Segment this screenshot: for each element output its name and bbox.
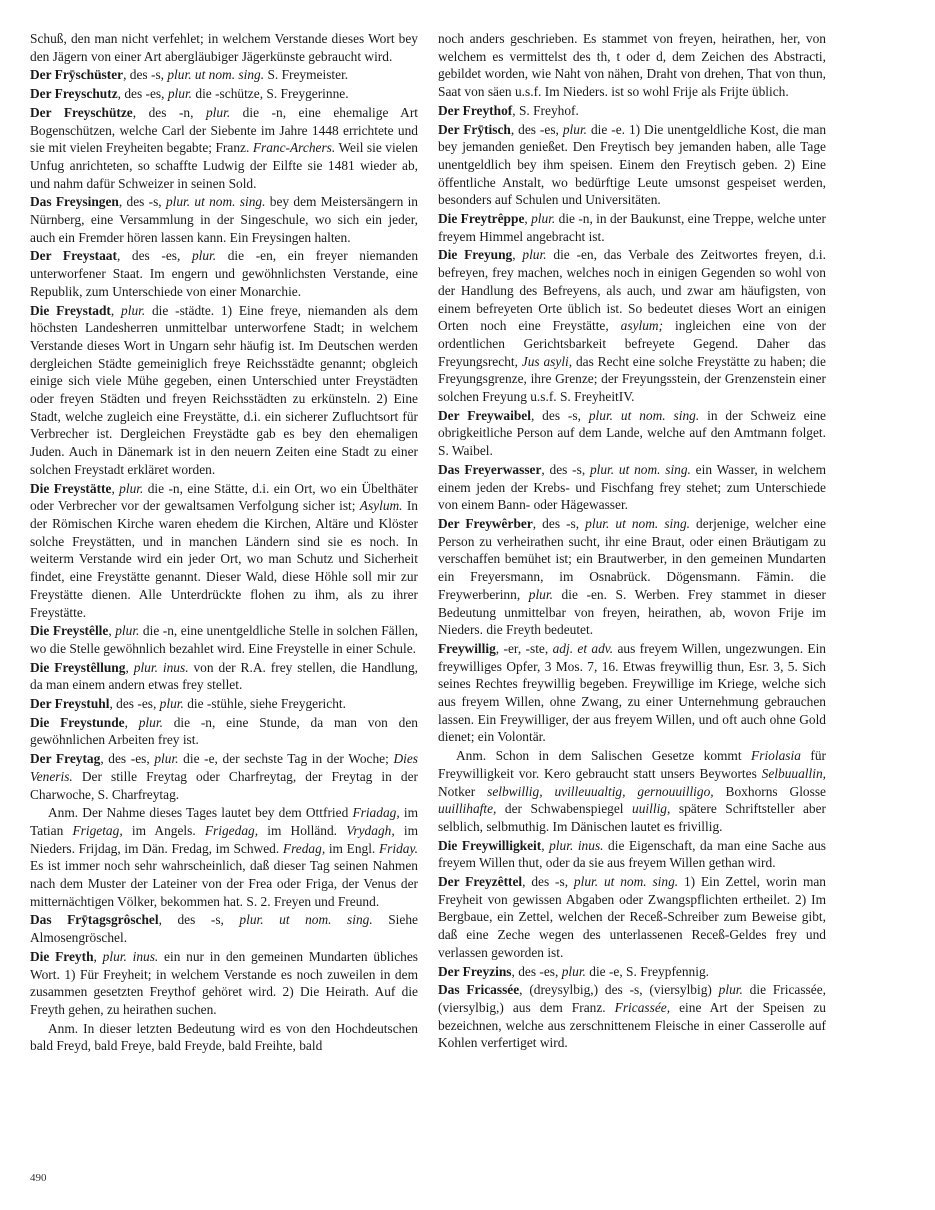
dictionary-entry <box>438 210 826 245</box>
dictionary-entry <box>30 104 418 193</box>
dictionary-entry <box>438 461 826 514</box>
entry-text: die -n, eine Stunde, da man von den gewöhnlichen Arbeiten frey ist. <box>30 714 418 748</box>
headword: Der Frȳtisch <box>438 121 511 137</box>
entry-text: im Engl. <box>325 840 379 856</box>
entry-text: , des -s, <box>123 67 168 83</box>
dictionary-entry <box>438 246 826 405</box>
italic-term: plur. ut nom. sing. <box>167 67 265 83</box>
entry-text: im Tatian <box>30 805 418 838</box>
headword: Der Freywêrber <box>438 515 533 531</box>
headword: Der Freythof <box>438 102 513 118</box>
dictionary-entry <box>30 911 418 946</box>
italic-term: plur. ut nom. sing. <box>589 461 691 477</box>
headword: Der Frȳschüster <box>30 67 124 83</box>
entry-text: ein Wasser, in welchem einem jeden der Krebs- und Fischfang frey stehet; zum Unterschiede von einem Bann- oder Hägewasser. <box>438 461 826 513</box>
italic-term: plur. <box>528 586 553 602</box>
entry-text: Boxhorns Glosse <box>713 783 826 799</box>
entry-text: Schuß, den man nicht verfehlet; in welchem Verstande dieses Wort bey den Jägern von einer Art abergläubiger Jägerkünste gebraucht wird. <box>30 31 418 64</box>
entry-text: im Holländ. <box>258 822 347 838</box>
entry-text: , des -s, <box>541 461 590 477</box>
entry-text: spätere Schriftsteller aber selblich, selbmuthig. Im Dänischen lautet es frivillig. <box>438 801 826 834</box>
italic-term: plur. <box>205 104 231 120</box>
dictionary-entry <box>438 837 826 872</box>
entry-text: , <box>512 247 523 263</box>
italic-term: Fricassée, <box>614 999 671 1015</box>
headword: Die Freyung <box>438 247 513 263</box>
headword: Der Freyschutz <box>30 86 118 102</box>
dictionary-note <box>30 1020 418 1055</box>
entry-text: Siehe Almosengröschel. <box>30 912 418 946</box>
entry-text: aus freyem Willen, ungezwungen. Ein freywilliges Opfer, 3 Mos. 7, 16. Etwas freywillig thun, Esr. 3, 5. Sich seines Rechtes freywillig begeben. Freywillige im Kriege, welche sich aus freyem Willen, ohne Zwang, zu einer Unternehmung gebrauchen lassen. Ein Freywilliger, der aus freyem Willen, und oft auch ohne Gold dienet; ein Volontär. <box>438 640 826 745</box>
dictionary-entry <box>438 981 826 1052</box>
dictionary-entry <box>30 622 418 657</box>
dictionary-entry <box>30 659 418 694</box>
entry-text: die -e. 1) Die unentgeldliche Kost, die man bey jemanden genießet. Den Freytisch bey jemanden haben, alle Tage unentgeldlich bey ihm speisen. Einem den Freytisch geben. 2) Eine öffentliche Anstalt, wo bedürftige Leute umsonst gespeiset werden, besonders auf Schulen und Universitäten. <box>438 121 827 208</box>
italic-term: plur. <box>159 696 184 712</box>
entry-text: die -e, der sechste Tag in der Woche; <box>178 751 394 767</box>
dictionary-entry <box>438 640 826 746</box>
dictionary-entry <box>30 66 418 84</box>
italic-term: plur. <box>121 302 146 318</box>
headword: Die Freytrêppe <box>438 211 525 227</box>
italic-term: Asylum. <box>359 498 403 514</box>
dictionary-entry <box>30 948 418 1019</box>
italic-term: plur. ut nom. sing. <box>588 407 700 423</box>
italic-term: asylum; <box>620 318 664 334</box>
headword: Die Freyth <box>30 948 94 964</box>
entry-text: , des -es, <box>511 963 562 979</box>
dictionary-entry <box>30 750 418 803</box>
entry-text: , <box>541 837 550 853</box>
entry-text: Weil sie vielen Unfug anrichteten, so schaffte Ludwig der Eilfte sie 1481 wieder ab, und nahm dafür Schweizer in seinen Sold. <box>30 140 418 191</box>
headword: Der Freytag <box>30 751 101 767</box>
italic-term: plur. <box>138 714 163 730</box>
headword: Der Freyzins <box>438 963 512 979</box>
entry-text: , des -s, <box>158 912 240 928</box>
headword: Die Freywilligkeit <box>438 837 542 853</box>
dictionary-entry <box>438 515 826 639</box>
entry-text: , <box>110 302 122 318</box>
entry-text: , -er, -ste, <box>495 640 553 656</box>
italic-term: plur. <box>115 623 140 639</box>
entry-text: , des -es, <box>100 751 155 767</box>
entry-text: die -en, das Verbale des Zeitwortes freyen, d.i. befreyen, frey machen, welches noch in einigen Gegenden so wohl von der Handlung des Befreyens, als auch, und zwar am häufigsten, von einem befreyeten Orte üblich ist. So bedeutet dieses Wort an einigen Orten noch eine Freystätte, <box>438 247 826 334</box>
italic-term: Dies Veneris. <box>30 751 419 784</box>
entry-text: die Eigenschaft, da man eine Sache aus freyem Willen thut, oder da sie aus freyem Willen gethan wird. <box>438 837 827 871</box>
italic-term: plur. inus. <box>549 837 604 853</box>
dictionary-entry <box>30 302 418 479</box>
dictionary-entry <box>30 193 418 246</box>
italic-term: plur. <box>167 86 193 102</box>
italic-term: plur. inus. <box>133 659 189 675</box>
italic-term: uuillig, <box>632 801 671 817</box>
entry-text: , S. Freyhof. <box>512 102 579 118</box>
italic-term: Vrydagh, <box>346 822 395 838</box>
dictionary-entry <box>438 963 826 981</box>
dictionary-note <box>438 747 826 836</box>
entry-text: das Recht eine solche Freystätte zu haben; die Freyungsgrenze, ihre Grenze; der Freyungsstein, der Grenzenstein einer solchen Freyung u.s.f. S. FreyheitIV. <box>438 353 826 405</box>
page-number: 490 <box>30 1172 47 1184</box>
entry-text: die -en, ein freyer niemanden unterworfener Staat. Im engern und gewöhnlichsten Verstande, eine Republik, zum Unterschiede von einer Monarchie. <box>30 248 419 299</box>
entry-text: , <box>93 948 103 964</box>
entry-text: die -n, eine unentgeldliche Stelle in solchen Fällen, wo die Stelle gewöhnlich bezahlet wird. Eine Freystelle in einer Schule. <box>30 623 419 656</box>
entry-text: von der R.A. frey stellen, die Handlung, da man einem andern etwas frey stellet. <box>30 659 418 693</box>
entry-text: die -n, eine Stätte, d.i. ein Ort, wo ein Übelthäter oder Verbrecher vor der gewaltsamen Verfolgung sicher ist; <box>30 480 418 514</box>
headword: Die Freystêllung <box>30 659 126 675</box>
entry-text: die -städte. 1) Eine freye, niemanden als dem höchsten Landesherren unmittelbar unterworfene Stadt; in welchem Verstande dieses Wort in Ungarn sehr häufig ist. Im Deutschen werden dergleichen Städte gemeiniglich freye Reichsstädte genannt; obgleich einige sich viele Mühe gegeben, einen Unterschied unter Freystädten oder freyen Städten und freyen Reichsstädten zu erkünsteln. 2) Eine Stadt, welche zugleich eine Freystätte, d.i. ein sicherer Zufluchtsort für Verbrecher ist. Dergleichen Freystädte gab es bey den ehemaligen Juden. Auch in Dänemark ist in den neuern Zeiten eine Stadt zu einer solchen Freystadt erkläret worden. <box>30 302 418 477</box>
italic-term: plur. ut nom. sing. <box>585 515 690 531</box>
entry-text: , des -s, <box>522 874 574 890</box>
headword: Die Freystunde <box>30 714 125 730</box>
dictionary-entry <box>30 30 418 65</box>
headword: Der Freystaat <box>30 248 117 264</box>
entry-text: , des -es, <box>117 86 168 102</box>
entry-text: die -stühle, siehe Freygericht. <box>183 696 346 712</box>
dictionary-entry <box>438 121 826 210</box>
headword: Der Freystuhl <box>30 696 110 712</box>
entry-text: , des -s, <box>118 194 166 210</box>
headword: Das Freyerwasser <box>438 461 542 477</box>
entry-text: , des -es, <box>109 696 160 712</box>
entry-text: , des -es, <box>510 121 563 137</box>
italic-term: Friday. <box>378 840 419 856</box>
entry-text: In der Römischen Kirche waren ehedem die Kirchen, Altäre und Klöster solche Freystätten, und in manchen Ländern sind sie es noch. In weiterm Verstande wird ein jeder Ort, wo man Schutz und Sicherheit findet, eine Freystätte genannt. Dieser Wald, diese Höhle soll mir zur Freystätte dienen. Alle Unterdrückte flohen zu ihm, als zu ihrer Freystätte. <box>30 498 418 620</box>
entry-text: , <box>124 714 139 730</box>
entry-text: die -schütze, S. Freygerinne. <box>192 86 349 102</box>
dictionary-entry <box>30 714 418 749</box>
entry-text: eine Art der Speisen zu bezeichnen, welche aus zerschnittenem Fleische in einer Casserolle auf Kohlen verfertiget wird. <box>438 999 826 1051</box>
entry-text: Anm. Der Nahme dieses Tages lautet bey dem Ottfried <box>48 805 353 821</box>
italic-term: plur. <box>531 211 556 227</box>
entry-text: Anm. In dieser letzten Bedeutung wird es von den Hochdeutschen bald Freyd, bald Freye, bald Freyde, bald Freihte, bald <box>30 1020 418 1054</box>
italic-term: plur. inus. <box>102 948 159 964</box>
right-column <box>438 30 826 1053</box>
entry-text: noch anders geschrieben. Es stammet von freyen, heirathen, her, von welchem es vermittelst des th, t oder d, dem Zeichen des Abstracti, gebildet worden, wie Naht von nähen, Draht von drehen, That von thun, Saat von säen u.s.f. Im Nieders. ist so wohl Frije als Frijte üblich. <box>438 31 826 100</box>
italic-term: plur. <box>561 963 586 979</box>
italic-term: Friolasia <box>751 748 801 764</box>
entry-text: Anm. Schon in dem Salischen Gesetze kommt <box>456 748 752 764</box>
dictionary-entry <box>30 480 418 622</box>
italic-term: adj. et adv. <box>552 640 614 656</box>
entry-text: bey dem Meistersängern in Nürnberg, eine Versammlung in der Singeschule, wo sich ein jeder, auch ein Fremder hören lassen kann. Ein Freysingen halten. <box>30 194 418 245</box>
entry-text: , des -s, <box>532 515 586 531</box>
entry-text: ein nur in den gemeinen Mundarten übliches Wort. 1) Für Freyheit; in welchem Verstande es noch zuweilen in dem zusammen gesetzten Freythof gehöret wird. 2) Die Heirath. Auf die Freyth gehen, zu heirathen suchen. <box>30 948 419 1017</box>
entry-text: Es ist immer noch sehr wahrscheinlich, daß dieser Tag seinen Nahmen nach dem Muster der Lateiner von der Frea oder Friga, der Venus der mitternächtigen Völker, bekommen hat. S. 2. Freyen und Freund. <box>30 858 418 909</box>
italic-term: Fredag, <box>282 840 326 856</box>
entry-text: Notker <box>438 783 488 799</box>
entry-text: , <box>108 623 116 639</box>
headword: Das Freysingen <box>30 194 119 210</box>
headword: Der Freyschütze <box>30 104 133 120</box>
italic-term: plur. ut nom. sing. <box>573 874 679 890</box>
italic-term: Frigedag, <box>204 822 259 838</box>
entry-text: , <box>524 211 532 227</box>
italic-term: uuillihafte, <box>438 801 497 817</box>
entry-text: , des -es, <box>116 248 192 264</box>
headword: Freywillig <box>438 640 496 656</box>
headword: Die Freystêlle <box>30 623 109 639</box>
italic-term: plur. <box>562 121 588 137</box>
dictionary-note <box>30 804 418 910</box>
entry-text: derjenige, welcher eine Person zu verheirathen sucht, ihr eine Braut, oder einen Bräutigam zu verschaffen bemühet ist; ein Brautwerber, in den gemeinen Mundarten ein Freyersmann, im Osnabrück. Dögensmann. Fämin. die Freywerberinn, <box>438 515 826 602</box>
italic-term: plur. <box>191 248 217 264</box>
entry-text: im Nieders. Frijdag, im Dän. Fredag, im Schwed. <box>30 822 418 856</box>
headword: Die Freystadt <box>30 302 111 318</box>
entry-text: , <box>125 659 134 675</box>
entry-text: 1) Ein Zettel, worin man Freyheit von gewissen Abgaben oder Zwangspflichten ertheilet. 2) Im Bergbaue, ein Zettel, welchen der Receß-Schreiber zum Beweise gibt, daß eine Zeche wegen des unterlassenen Receß-Geldes frey und verlassen geworden ist. <box>438 874 826 960</box>
entry-text: ingleichen eine von der ordentlichen Gerichtsbarkeit befreyete Gegend. Daher das Freyungsrecht, <box>438 318 826 369</box>
italic-term: plur. <box>154 751 179 767</box>
headword: Der Freywaibel <box>438 407 531 423</box>
entry-text: , des -n, <box>132 104 206 120</box>
italic-term: plur. <box>119 480 144 496</box>
italic-term: plur. ut nom. sing. <box>239 912 373 928</box>
entry-text: , (dreysylbig,) des -s, (viersylbig) <box>519 982 719 998</box>
italic-term: Friadag, <box>352 805 400 821</box>
entry-text: in der Schweiz eine obrigkeitliche Person auf dem Lande, welche auf den Amtmann folget. S. Waibel. <box>438 407 826 459</box>
headword: Die Freystätte <box>30 480 112 496</box>
italic-term: selbwillig, uvilleuualtig, gernouuilligo, <box>487 783 714 799</box>
italic-term: plur. ut nom. sing. <box>165 194 266 210</box>
dictionary-entry <box>438 30 826 101</box>
headword: Das Fricassée <box>438 982 520 998</box>
dictionary-entry <box>438 102 826 120</box>
headword: Der Freyzêttel <box>438 874 523 890</box>
italic-term: Franc-Archers. <box>252 140 336 156</box>
italic-term: Selbuuallin, <box>761 765 826 781</box>
entry-text: für Freywilligkeit vor. Kero gebraucht statt unsers Beywortes <box>438 748 826 781</box>
entry-text: die Fricassée, (viersylbig,) aus dem Franz. <box>438 982 826 1015</box>
dictionary-entry <box>30 85 418 103</box>
entry-text: die -n, in der Baukunst, eine Treppe, welche unter freyem Himmel angebracht ist. <box>438 211 827 244</box>
entry-text: S. Freymeister. <box>264 67 349 83</box>
left-column <box>30 30 418 1056</box>
italic-term: Frigetag, <box>72 822 123 838</box>
entry-text: der Schwabenspiegel <box>496 801 633 817</box>
entry-text: im Angels. <box>122 822 205 838</box>
entry-text: die -n, eine ehemalige Art Bogenschützen, welche Carl der Siebente im Jahre 1448 errichtete und sie mit vielen Freyheiten begabte; Franz. <box>30 104 419 156</box>
dictionary-entry <box>438 407 826 460</box>
headword: Das Frȳtagsgrôschel <box>30 912 159 928</box>
italic-term: plur. <box>522 247 547 263</box>
entry-text: , <box>111 480 120 496</box>
entry-text: Der stille Freytag oder Charfreytag, der Freytag in der Charwoche, S. Charfreytag. <box>30 768 418 802</box>
entry-text: die -e, S. Freypfennig. <box>585 963 709 979</box>
dictionary-entry <box>438 873 826 962</box>
entry-text: die -en. S. Werben. Frey stammet in dieser Bedeutung unmittelbar von freyen, heirathen, ab, wovon Frije im Nieders. die Freyth bedeutet. <box>438 586 826 638</box>
dictionary-entry <box>30 247 418 300</box>
dictionary-entry <box>30 695 418 713</box>
entry-text: , des -s, <box>530 407 589 423</box>
italic-term: plur. <box>718 982 743 998</box>
italic-term: Jus asyli, <box>521 353 573 369</box>
